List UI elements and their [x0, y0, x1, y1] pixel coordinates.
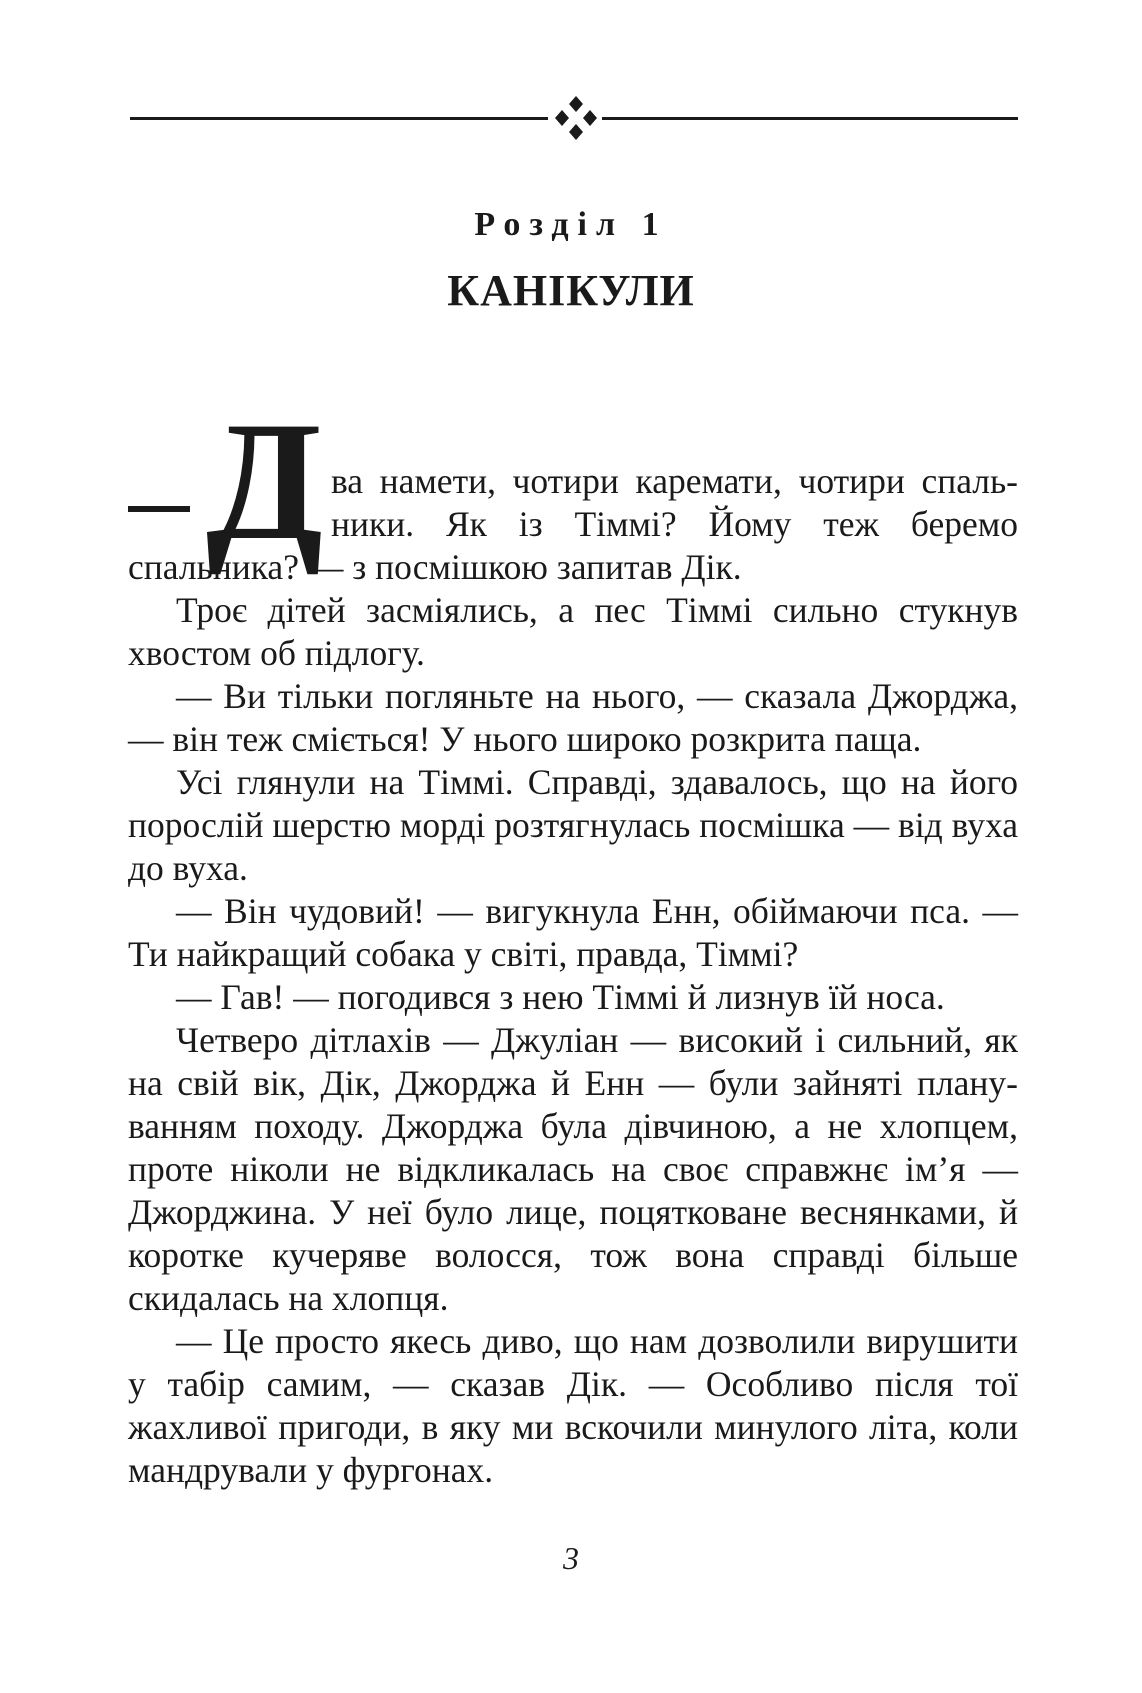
ornament-rule-right: [602, 117, 1018, 120]
paragraph-6: — Гав! — погодився з нею Тіммі й лизнув їй носа.: [176, 977, 945, 1017]
ornament-rule-left: [130, 117, 548, 120]
paragraph-1: [128, 387, 1018, 589]
chapter-title: КАНІКУЛИ: [447, 266, 695, 315]
paragraph-1-text: ва намети, чотири каремати, чотири спальники. Як із Тіммі? Йому теж беремо спальника? — з посмішкою запитав Дік.: [128, 461, 1018, 587]
diamond-cluster-icon: [554, 94, 598, 142]
paragraph-4: Усі глянули на Тіммі. Справді, здавалось, що на його порослій шерстю морді розтягнулась посмішка — від вуха до вуха.: [128, 762, 1018, 888]
paragraph-7: Четверо дітлахів — Джуліан — високий і сильний, як на свій вік, Дік, Джорджа й Енн — були зайняті плануванням походу. Джорджа була дівчиною, а не хлопцем, проте ніколи не відкликалась на своє справжнє ім’я — Джорджина. У неї було лице, поцятковане веснянками, й коротке кучеряве волосся, тож вона справді більше скидалась на хлопця.: [128, 1020, 1018, 1318]
paragraph-3: — Ви тільки погляньте на нього, — сказала Джорджа, — він теж сміється! У нього широко розкрита паща.: [128, 676, 1018, 759]
paragraph-8: — Це просто якесь диво, що нам дозволили вирушити у табір самим, — сказав Дік. — Особливо після тої жахливої пригоди, в яку ми вскочили минулого літа, коли мандрували у фургонах.: [128, 1321, 1018, 1490]
page-number: 3: [563, 1540, 579, 1576]
chapter-label: Розділ 1: [474, 206, 668, 243]
dropcap-letter: Д: [206, 387, 323, 575]
paragraph-2: Троє дітей засміялись, а пес Тіммі сильно стукнув хвостом об підлогу.: [128, 590, 1018, 673]
paragraph-5: — Він чудовий! — вигукнула Енн, обіймаючи пса. — Ти найкращий собака у світі, правда, Тіммі?: [128, 891, 1018, 974]
body-text: [128, 387, 1018, 1492]
dropcap-dash: [128, 506, 190, 512]
header-ornament: [130, 88, 1018, 148]
dropcap: [128, 387, 323, 575]
